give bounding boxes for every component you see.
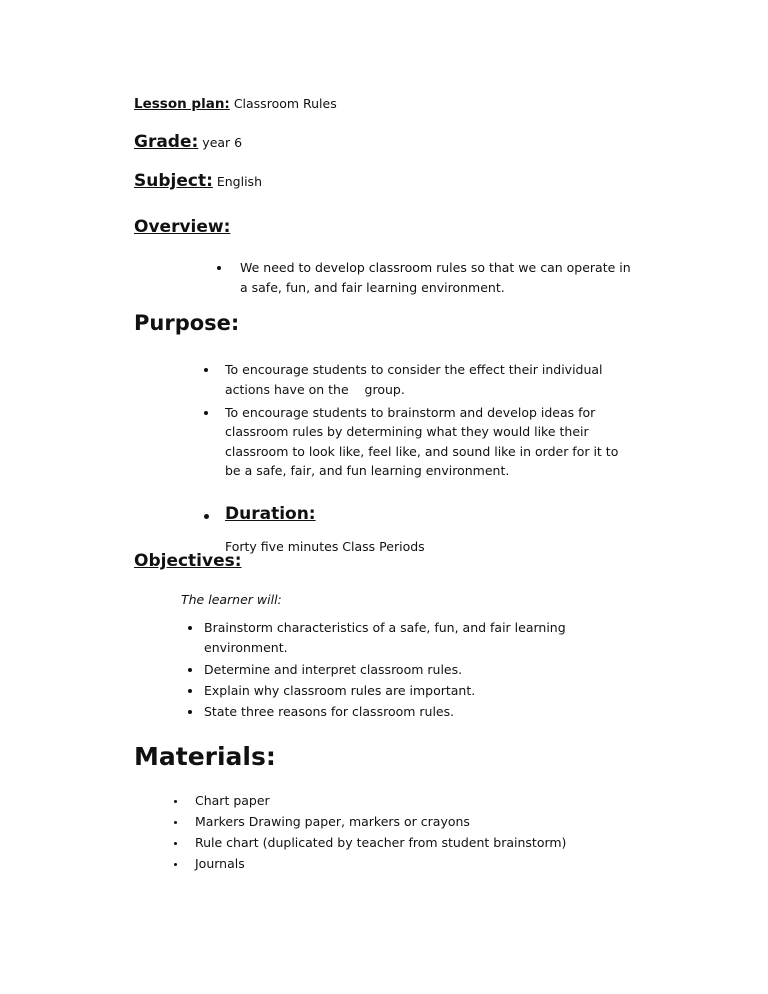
objective-text: State three reasons for classroom rules. [204, 704, 455, 719]
bullet-icon [204, 368, 208, 372]
objective-text: Explain why classroom rules are important. [204, 683, 476, 698]
grade-line [134, 132, 242, 153]
overview-heading: Overview: [134, 217, 231, 237]
objective-text: Brainstorm characteristics of a safe, fun, and fair learning [204, 620, 566, 635]
subject-value: English [216, 174, 262, 189]
bullet-icon [188, 626, 192, 630]
bullet-icon [217, 266, 221, 270]
material-item: Chart paper [195, 793, 270, 808]
purpose-text: classroom to look like, feel like, and sound like in order for it to [225, 444, 619, 459]
bullet-icon [188, 689, 192, 693]
purpose-heading: Purpose: [134, 311, 240, 335]
objectives-heading: Objectives: [134, 551, 242, 571]
bullet-icon [204, 411, 208, 415]
bullet-icon [204, 514, 209, 519]
overview-text: We need to develop classroom rules so that we can operate in [240, 260, 631, 275]
bullet-icon [174, 821, 177, 824]
purpose-text: To encourage students to brainstorm and develop ideas for [225, 405, 596, 420]
purpose-text: actions have on the group. [225, 382, 405, 397]
grade-value: year 6 [202, 135, 243, 150]
material-item: Journals [195, 856, 245, 871]
subject-line [134, 171, 262, 192]
materials-heading: Materials: [134, 742, 276, 771]
lesson-plan-label: Lesson plan: [134, 96, 230, 112]
objective-text: Determine and interpret classroom rules. [204, 662, 463, 677]
purpose-text: be a safe, fair, and fun learning environment. [225, 463, 510, 478]
bullet-icon [174, 863, 177, 866]
lesson-plan-value: Classroom Rules [233, 96, 337, 111]
bullet-icon [188, 710, 192, 714]
lesson-plan-line [134, 94, 337, 114]
duration-value: Forty five minutes Class Periods [225, 539, 425, 554]
bullet-icon [174, 842, 177, 845]
grade-label: Grade: [134, 132, 199, 152]
material-item: Markers Drawing paper, markers or crayons [195, 814, 470, 829]
overview-text: a safe, fun, and fair learning environment. [240, 280, 505, 295]
objective-text: environment. [204, 640, 288, 655]
purpose-text: classroom rules by determining what they would like their [225, 424, 589, 439]
subject-label: Subject: [134, 171, 213, 191]
bullet-icon [174, 800, 177, 803]
bullet-icon [188, 668, 192, 672]
objectives-intro: The learner will: [181, 592, 282, 607]
purpose-text: To encourage students to consider the effect their individual [225, 362, 603, 377]
duration-heading: Duration: [225, 504, 316, 524]
material-item: Rule chart (duplicated by teacher from student brainstorm) [195, 835, 567, 850]
